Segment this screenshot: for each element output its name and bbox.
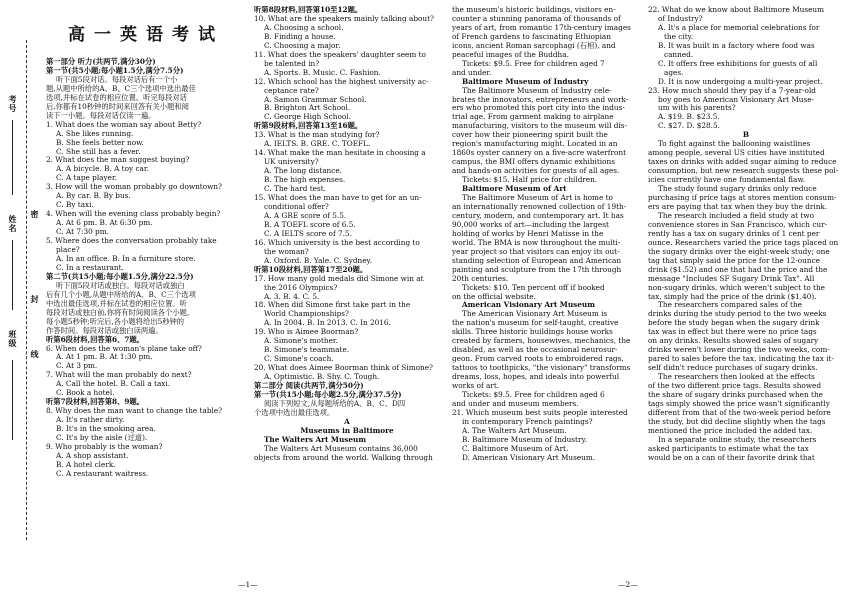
text-line: B xyxy=(742,130,750,140)
text-line: trial age. From garment making to airplane xyxy=(452,112,614,122)
text-line: A. The long distance. xyxy=(264,166,342,176)
text-line: 第二节(共15小题;每小题1.5分,满分22.5分) xyxy=(46,271,194,281)
text-line: B. Baltimore Museum of Industry. xyxy=(462,434,587,444)
seal-word-3: 线 xyxy=(30,350,40,359)
text-line: A. The Walters Art Museum. xyxy=(462,425,567,435)
exam-title: 高一英语考试 xyxy=(68,25,224,45)
text-line: 后有几个小题,从题中所给的A、B、C三个选项 xyxy=(46,289,196,299)
text-line: different from that of the two-week period before xyxy=(648,407,831,417)
text-line: canned. xyxy=(664,49,694,59)
text-line: standing selection of European and American xyxy=(452,255,622,265)
text-line: 1. What does the woman say about Betty? xyxy=(46,119,202,129)
text-line: The Walters Art Museum contains 36,000 xyxy=(264,443,418,453)
text-line: 每小题5秒钟;听完后,各小题将给出5秒钟的 xyxy=(46,316,185,326)
text-line: pared to sales before the tax, indicating the tax it- xyxy=(648,354,834,364)
text-line: the study, but did decline slightly when the tags xyxy=(648,416,826,426)
text-line: 中选出最佳选项,并标在试卷的相应位置。听 xyxy=(46,298,187,308)
text-line: geon. From carved roots to embroidered rags, xyxy=(452,354,624,364)
text-line: consumption, but new research suggests these pol- xyxy=(648,166,839,176)
text-line: be talented in? xyxy=(264,58,320,68)
text-line: B. It was built in a factory where food was xyxy=(658,40,815,50)
text-line: 4. When will the evening class probably begin? xyxy=(46,209,221,219)
text-line: among people, several US cities have instituted xyxy=(648,148,825,158)
class-blank xyxy=(12,360,13,440)
text-line: drink ($1.52) and one that had the price and the xyxy=(648,264,828,274)
text-line: The researchers then looked at the effects xyxy=(658,372,815,382)
text-line: A. It's rather dirty. xyxy=(56,415,125,425)
text-line: the 2016 Olympics? xyxy=(264,282,338,292)
text-line: 5. Where does the conversation probably take xyxy=(46,236,217,246)
text-line: 1860s oyster cannery on a five-acre waterfront xyxy=(452,148,627,158)
text-line: A. At 1 pm. B. At 1:30 pm. xyxy=(56,352,153,362)
text-line: of the two different price tags. Results showed xyxy=(648,381,822,391)
text-line: manufacturing, visitors to the museum will dis- xyxy=(452,121,627,131)
text-line: B. Finding a house. xyxy=(264,31,336,41)
number-label: 考号 xyxy=(8,95,18,113)
text-line: 听第9段材料,回答第13至16题。 xyxy=(254,121,363,131)
text-line: of French gardens to fascinating Ethiopian xyxy=(452,31,611,41)
text-line: 第一节(共5小题;每小题1.5分,满分7.5分) xyxy=(46,65,184,75)
text-line: C. A restaurant waitress. xyxy=(56,468,149,478)
text-line: campus, the BMI offers dynamic exhibitions xyxy=(452,157,615,167)
text-line: 17. How many gold medals did Simone win at xyxy=(254,273,424,283)
text-line: UK university? xyxy=(264,157,319,167)
text-line: B. A hotel clerk. xyxy=(56,459,116,469)
text-line: message "Includes SF Sugary Drink Tax". All xyxy=(648,273,815,283)
text-line: C. At 7:30 pm. xyxy=(56,227,109,237)
text-line: drinks during the study period to the two weeks xyxy=(648,309,827,319)
text-line: created by farmers, housewives, mechanics, the xyxy=(452,336,631,346)
text-line: tattoos to toothpicks, "the visionary" transforms xyxy=(452,363,631,373)
text-line: rently has a tax on sugary drinks of 1 cent per xyxy=(648,228,820,238)
text-line: In a separate online study, the researchers xyxy=(658,434,817,444)
text-line: purchasing if price tags at stores mention consum- xyxy=(648,193,837,203)
text-line: 9. Who probably is the woman? xyxy=(46,441,163,451)
text-line: and under. xyxy=(452,67,492,77)
text-line: 20. What does Aimee Boorman think of Simone? xyxy=(254,363,433,373)
text-line: C. She still has a fever. xyxy=(56,146,141,156)
text-line: 听下面5段对话。每段对话后有一个小 xyxy=(56,74,178,84)
text-line: tax, simply had the price of the drink ($1.40). xyxy=(648,291,817,301)
text-line: A. $19. B. $23.5. xyxy=(658,112,720,122)
text-line: ers who promoted this port city into the indus- xyxy=(452,103,625,113)
seal-word-2: 封 xyxy=(30,295,40,304)
text-line: 读下一小题。每段对话仅读一遍。 xyxy=(46,110,156,120)
text-line: years of art, from romantic 17th-century images xyxy=(452,22,631,32)
text-line: A. In an office. B. In a furniture store. xyxy=(56,253,196,263)
text-line: The Walters Art Museum xyxy=(264,434,367,444)
text-line: B. It's in the smoking area. xyxy=(56,424,156,434)
text-line: A. Simone's mother. xyxy=(264,336,338,346)
text-line: C. It's by the aisle (过道). xyxy=(56,433,148,443)
text-line: C. Choosing a major. xyxy=(264,40,341,50)
text-line: A. A GRE score of 5.5. xyxy=(264,210,347,220)
text-line: 13. What is the man studying for? xyxy=(254,130,380,140)
text-line: 12. Which school has the highest university ac- xyxy=(254,76,429,86)
text-line: the sugary drinks over the eight-week study; one xyxy=(648,246,830,256)
text-line: A. Sports. B. Music. C. Fashion. xyxy=(264,67,381,77)
text-line: Baltimore Museum of Art xyxy=(462,184,567,194)
text-line: skills. Three historic buildings house works xyxy=(452,327,613,337)
text-line: the woman? xyxy=(264,246,309,256)
text-line: of Industry? xyxy=(658,13,703,23)
text-line: Tickets: $9.5. Free for children aged 6 xyxy=(462,389,605,399)
text-line: A. A bicycle. B. A toy car. xyxy=(56,164,149,174)
text-line: year project so that visitors can enjoy its out- xyxy=(452,246,620,256)
text-line: the museum's historic buildings, visitors en- xyxy=(452,6,616,14)
text-line: tags simply showed the price wasn't significantly xyxy=(648,398,830,408)
text-line: 后,你都有10秒钟的时间来回答有关小题和阅 xyxy=(46,101,189,111)
text-line: on any drinks. Results showed sales of sugary xyxy=(648,336,819,346)
text-line: boy goes to American Visionary Art Muse- xyxy=(658,94,815,104)
text-line: 第一部分 听力(共两节,满分30分) xyxy=(46,57,156,66)
text-line: 听第10段材料,回答第17至20题。 xyxy=(254,264,368,274)
text-line: A. It's a place for memorial celebrations for xyxy=(658,22,820,32)
text-line: 听下面5段对话或独白。每段对话或独白 xyxy=(56,280,185,290)
text-line: C. At 3 pm. xyxy=(56,361,98,371)
text-line: dreams, loss, hopes, and ideals into powerful xyxy=(452,372,620,382)
seal-dashed-line xyxy=(26,40,27,540)
text-line: 18. When did Simone first take part in the xyxy=(254,300,411,310)
text-line: 16. Which university is the best according to xyxy=(254,237,420,247)
text-line: 每段对话或独白前,你将有时间阅读各个小题, xyxy=(46,307,190,317)
text-line: B. The high expenses. xyxy=(264,175,346,185)
text-line: 第一节(共15小题;每小题2.5分,满分37.5分) xyxy=(254,389,402,399)
text-line: 6. When does the woman's plane take off? xyxy=(46,343,202,353)
text-line: A. By car. B. By bus. xyxy=(56,191,131,201)
column-2 xyxy=(254,6,440,463)
text-line: 11. What does the speakers' daughter seem to xyxy=(254,49,426,59)
text-line: C. Simone's coach. xyxy=(264,354,334,364)
text-line: C. $27. D. $28.5. xyxy=(658,121,720,131)
text-line: The Baltimore Museum of Industry cele- xyxy=(462,85,612,95)
text-line: C. Baltimore Museum of Art. xyxy=(462,443,569,453)
text-line: 题,从题中所给的A、B、C三个选项中选出最佳 xyxy=(46,83,196,93)
text-line: brates the innovators, entrepreneurs and work- xyxy=(452,94,629,104)
text-line: A. Call the hotel. B. Call a taxi. xyxy=(56,379,171,389)
text-line: Museums in Baltimore xyxy=(300,425,394,435)
text-line: A. Samon Grammar School. xyxy=(264,94,367,104)
text-line: B. Simone's teammate. xyxy=(264,345,350,355)
text-line: holding of works by Henri Matisse in the xyxy=(452,228,604,238)
text-line: 听第8段材料,回答第10至12题。 xyxy=(254,6,363,14)
text-line: the share of sugary drinks purchased when the xyxy=(648,389,823,399)
text-line: A. In 2004. B. In 2013. C. In 2016. xyxy=(264,318,391,328)
text-line: A xyxy=(344,416,350,426)
text-line: taxes on drinks with added sugar aiming to reduce xyxy=(648,157,837,167)
name-blank xyxy=(12,240,13,310)
text-line: cover how their pioneering spirit built the xyxy=(452,130,608,140)
text-line: B. She feels better now. xyxy=(56,137,144,147)
text-line: 22. What do we know about Baltimore Museum xyxy=(648,6,825,14)
text-line: painting and sculpture from the 17th through xyxy=(452,264,622,274)
text-line: 个选项中选出最佳选项。 xyxy=(254,407,335,417)
text-line: disabled, as well as the occasional neurosur- xyxy=(452,345,618,355)
text-line: ceptance rate? xyxy=(264,85,319,95)
text-line: 7. What will the man probably do next? xyxy=(46,370,192,380)
text-line: peaceful images of the Buddha. xyxy=(452,49,569,59)
text-line: A. Choosing a school. xyxy=(264,22,344,32)
text-line: C. George High School. xyxy=(264,112,351,122)
column-3 xyxy=(452,6,640,463)
text-line: ages. xyxy=(664,67,684,77)
column-1 xyxy=(46,6,246,479)
text-line: D. American Visionary Art Museum. xyxy=(462,452,596,462)
text-line: non-sugary drinks, which weren't subject to the xyxy=(648,282,825,292)
text-line: A. 3. B. 4. C. 5. xyxy=(264,291,320,301)
text-line: 14. What make the man hesitate in choosing a xyxy=(254,148,426,158)
text-line: 21. Which museum best suits people interested xyxy=(452,407,628,417)
text-line: drinks weren't lower during the two weeks, com- xyxy=(648,345,830,355)
text-line: 第二部分 阅读(共两节,满分50分) xyxy=(254,381,364,391)
text-line: 听第7段材料,回答第8、9题。 xyxy=(46,397,145,407)
text-line: counter a stunning panorama of thousands of xyxy=(452,13,621,23)
text-line: The research included a field study at two xyxy=(658,210,814,220)
text-line: 2. What does the man suggest buying? xyxy=(46,155,190,165)
column-4 xyxy=(648,6,844,463)
binding-strip xyxy=(0,0,38,594)
text-line: 选项,并标在试卷的相应位置。听完每段对话 xyxy=(46,92,187,102)
text-line: an internationally renowned collection of 19th- xyxy=(452,201,627,211)
text-line: 23. How much should they pay if a 7-year-old xyxy=(648,85,816,95)
text-line: C. The hard test. xyxy=(264,184,326,194)
text-line: The American Visionary Art Museum is xyxy=(462,309,608,319)
text-line: objects from around the world. Walking through xyxy=(254,452,433,462)
text-line: world. The BMA is now throughout the multi- xyxy=(452,237,621,247)
class-label: 班级 xyxy=(8,330,18,348)
text-line: ers are paying that tax when they buy the drink. xyxy=(648,201,828,211)
text-line: World Championships? xyxy=(264,309,349,319)
text-line: tax was in effect but there were no price tags xyxy=(648,327,817,337)
text-line: place? xyxy=(56,245,80,255)
text-line: American Visionary Art Museum xyxy=(462,300,595,310)
text-line: A. At 6 pm. B. At 6:30 pm. xyxy=(56,218,153,228)
text-line: 阅读下列短文,从每题所给的A、B、C、D四 xyxy=(264,398,406,408)
text-line: convenience stores in San Francisco, which cur- xyxy=(648,219,828,229)
text-line: C. It offers free exhibitions for guests of all xyxy=(658,58,818,68)
text-line: 90,000 works of art—including the largest xyxy=(452,219,609,229)
number-blank xyxy=(12,120,13,195)
text-line: icons, ancient Roman sarcophagi (石棺), and xyxy=(452,40,616,50)
text-line: asked participants to estimate what the tax xyxy=(648,443,809,453)
text-line: To fight against the ballooning waistlines xyxy=(658,139,811,149)
text-line: on the official website. xyxy=(452,291,536,301)
page-number-left: —1— xyxy=(238,580,258,589)
text-line: 作答时间。每段对话或独白读两遍。 xyxy=(46,325,163,335)
text-line: 3. How will the woman probably go downtown? xyxy=(46,182,222,192)
text-line: 听第6段材料,回答第6、7题。 xyxy=(46,334,145,344)
text-line: The Baltimore Museum of Art is home to xyxy=(462,193,613,203)
text-line: The study found sugary drinks only reduce xyxy=(658,184,817,194)
text-line: 20th centuries. xyxy=(452,273,509,283)
text-line: 10. What are the speakers mainly talking about? xyxy=(254,13,434,23)
text-line: um with his parents? xyxy=(658,103,736,113)
text-line: Tickets: $10. Ten percent off if booked xyxy=(462,282,605,292)
text-line: D. It is now undergoing a multi-year project. xyxy=(658,76,823,86)
text-line: before the study began when the sugary drink xyxy=(648,318,820,328)
text-line: C. A tape player. xyxy=(56,173,117,183)
text-line: conditional offer? xyxy=(264,201,329,211)
text-line: C. In a restaurant. xyxy=(56,262,124,272)
text-line: A. IELTS. B. GRE. C. TOEFL. xyxy=(264,139,371,149)
text-line: mentioned the price included the added tax. xyxy=(648,425,813,435)
text-line: 19. Who is Aimee Boorman? xyxy=(254,327,359,337)
text-line: 8. Why does the man want to change the table? xyxy=(46,406,223,416)
text-line: A. A shop assistant. xyxy=(56,450,129,460)
page-number-right: —2— xyxy=(618,580,638,589)
text-line: C. A IELTS score of 7.5. xyxy=(264,228,352,238)
text-line: C. Book a hotel. xyxy=(56,388,115,398)
text-line: icies currently have one fundamental flaw. xyxy=(648,175,806,185)
text-line: region's manufacturing might. Located in an xyxy=(452,139,618,149)
text-line: works of art. xyxy=(452,381,500,391)
text-line: 15. What does the man have to get for an un- xyxy=(254,193,422,203)
text-line: A. Optimistic. B. Shy. C. Tough. xyxy=(264,372,380,382)
text-line: Tickets: $15. Half price for children. xyxy=(462,175,598,185)
text-line: ounce. Researchers varied the price tags placed on xyxy=(648,237,839,247)
text-line: century, modern, and contemporary art. It has xyxy=(452,210,624,220)
text-line: would be on a can of their favorite drink that xyxy=(648,452,815,462)
text-line: tag that simply said the price for the 12-ounce xyxy=(648,255,820,265)
text-line: the city. xyxy=(664,31,694,41)
text-line: and hands-on activities for guests of all ages. xyxy=(452,166,620,176)
text-line: B. Brighton Art School. xyxy=(264,103,351,113)
seal-word-1: 密 xyxy=(30,210,40,219)
text-line: self didn't reduce purchases of sugary drinks. xyxy=(648,363,818,373)
text-line: A. Oxford. B. Yale. C. Sydney. xyxy=(264,255,373,265)
text-line: C. By taxi. xyxy=(56,200,94,210)
text-line: in contemporary French paintings? xyxy=(462,416,593,426)
text-line: and under and museum members. xyxy=(452,398,579,408)
text-line: The researchers compared sales of the xyxy=(658,300,802,310)
text-line: the nation's museum for self-taught, creative xyxy=(452,318,619,328)
text-line: A. She likes running. xyxy=(56,128,134,138)
text-line: Baltimore Museum of Industry xyxy=(462,76,589,86)
name-label: 姓名 xyxy=(8,215,18,233)
text-line: B. A TOEFL score of 6.5. xyxy=(264,219,356,229)
text-line: Tickets: $9.5. Free for children aged 7 xyxy=(462,58,605,68)
